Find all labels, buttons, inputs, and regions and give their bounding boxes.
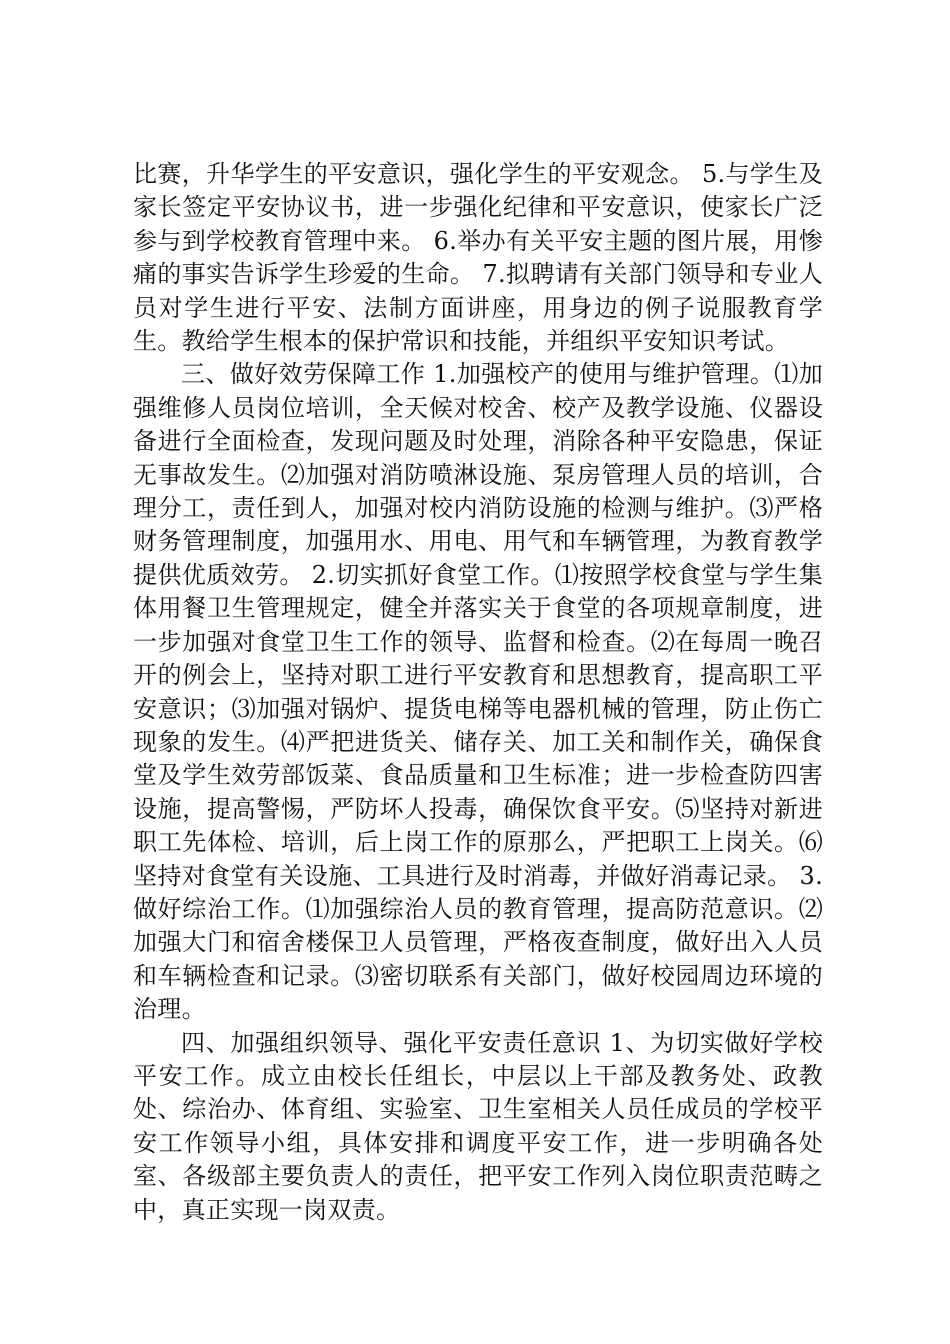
paragraph-continuation: 比赛，升华学生的平安意识，强化学生的平安观念。 5.与学生及家长签定平安协议书，进一步强化纪律和平安意识，使家长广泛参与到学校教育管理中来。 6.举办有关平安主题的图片展，用惨痛的事实告诉学生珍爱的生命。 7.拟聘请有关部门领导和专业人员对学生进行平安、法制方面讲座，用身边的例子说服教育学生。教给学生根本的保护常识和技能，并组织平安知识考试。 [133, 160, 823, 356]
paragraph-section-three: 三、做好效劳保障工作 1.加强校产的使用与维护管理。⑴加强维修人员岗位培训，全天候对校舍、校产及教学设施、仪器设备进行全面检查，发现问题及时处理，消除各种平安隐患，保证无事故发生。⑵加强对消防喷淋设施、泵房管理人员的培训，合理分工，责任到人，加强对校内消防设施的检测与维护。⑶严格财务管理制度，加强用水、用电、用气和车辆管理，为教育教学提供优质效劳。 2.切实抓好食堂工作。⑴按照学校食堂与学生集体用餐卫生管理规定，健全并落实关于食堂的各项规章制度，进一步加强对食堂卫生工作的领导、监督和检查。⑵在每周一晚召开的例会上，坚持对职工进行平安教育和思想教育，提高职工平安意识；⑶加强对锅炉、提货电梯等电器机械的管理，防止伤亡现象的发生。⑷严把进货关、储存关、加工关和制作关，确保食堂及学生效劳部饭菜、食品质量和卫生标准；进一步检查防四害设施，提高警惕，严防坏人投毒，确保饮食平安。⑸坚持对新进职工先体检、培训，后上岗工作的原那么，严把职工上岗关。⑹坚持对食堂有关设施、工具进行及时消毒，并做好消毒记录。 3.做好综治工作。⑴加强综治人员的教育管理，提高防范意识。⑵加强大门和宿舍楼保卫人员管理，严格夜查制度，做好出入人员和车辆检查和记录。⑶密切联系有关部门，做好校园周边环境的治理。 [133, 360, 823, 1024]
paragraph-section-four: 四、加强组织领导、强化平安责任意识 1、为切实做好学校平安工作。成立由校长任组长，中层以上干部及教务处、政教处、综治办、体育组、实验室、卫生室相关人员任成员的学校平安工作领导小组，具体安排和调度平安工作，进一步明确各处室、各级部主要负责人的责任，把平安工作列入岗位职责范畴之中，真正实现一岗双责。 [133, 1028, 823, 1224]
document-body [133, 158, 823, 1227]
